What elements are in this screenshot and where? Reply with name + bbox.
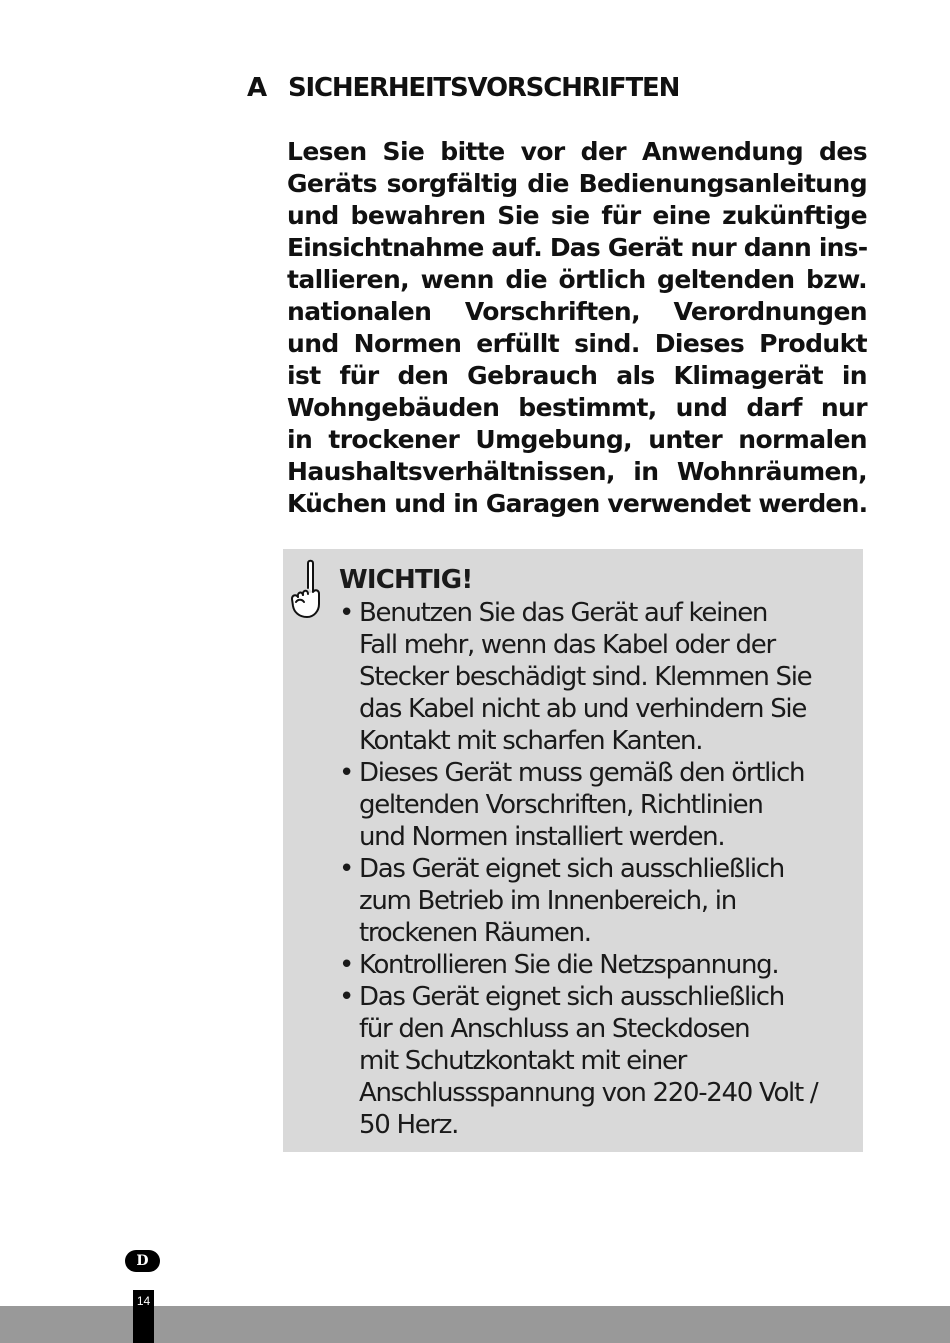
intro-line: Haushaltsverhältnissen, in Wohnräumen, <box>287 457 867 486</box>
intro-line: Küchen und in Garagen verwendet werden. <box>287 489 868 518</box>
list-item-line: 50 Herz. <box>359 1110 459 1140</box>
list-item-line: Fall mehr, wenn das Kabel oder der <box>359 630 775 660</box>
notice-title: WICHTIG! <box>339 565 473 595</box>
list-item-line: trockenen Räumen. <box>359 918 591 948</box>
bullet-icon: • <box>339 854 354 884</box>
list-item-line: Dieses Gerät muss gemäß den örtlich <box>359 758 805 788</box>
notice-list <box>339 597 849 1141</box>
list-item-line: Stecker beschädigt sind. Klemmen Sie <box>359 662 812 692</box>
list-item-line: und Normen installiert werden. <box>359 822 725 852</box>
list-item-line: Das Gerät eignet sich ausschließlich <box>359 982 784 1012</box>
section-heading <box>247 70 679 106</box>
list-item <box>339 853 849 949</box>
list-item-line: Anschlussspannung von 220-240 Volt / <box>359 1078 818 1108</box>
intro-line: nationalen Vorschriften, Verordnungen <box>287 297 867 326</box>
page-number: 14 <box>136 1294 151 1308</box>
section-title: SICHERHEITSVORSCHRIFTEN <box>288 73 680 103</box>
intro-paragraph <box>287 136 867 520</box>
intro-line: und bewahren Sie sie für eine zukünftige <box>287 201 867 230</box>
bullet-icon: • <box>339 950 354 980</box>
intro-line: und Normen erfüllt sind. Dieses Produkt <box>287 329 867 358</box>
list-item-line: für den Anschluss an Steckdosen <box>359 1014 750 1044</box>
intro-line: Lesen Sie bitte vor der Anwendung des <box>287 137 867 166</box>
intro-line: Einsichtnahme auf. Das Gerät nur dann ins- <box>287 233 868 262</box>
pointing-hand-icon <box>288 558 326 624</box>
list-item-line: Benutzen Sie das Gerät auf keinen <box>359 598 768 628</box>
list-item-line: geltenden Vorschriften, Richtlinien <box>359 790 763 820</box>
list-item <box>339 949 849 981</box>
language-badge: D <box>125 1250 160 1272</box>
intro-line: in trockener Umgebung, unter normalen <box>287 425 867 454</box>
list-item-line: Kontakt mit scharfen Kanten. <box>359 726 703 756</box>
list-item-line: zum Betrieb im Innenbereich, in <box>359 886 736 916</box>
list-item-line: Das Gerät eignet sich ausschließlich <box>359 854 784 884</box>
list-item-line: Kontrollieren Sie die Netzspannung. <box>359 950 779 980</box>
list-item-line: mit Schutzkontakt mit einer <box>359 1046 687 1076</box>
bullet-icon: • <box>339 758 354 788</box>
intro-line: Wohngebäuden bestimmt, und darf nur <box>287 393 867 422</box>
intro-line: tallieren, wenn die örtlich geltenden bzw. <box>287 265 867 294</box>
bullet-icon: • <box>339 598 354 628</box>
list-item-line: das Kabel nicht ab und verhindern Sie <box>359 694 807 724</box>
list-item <box>339 597 849 757</box>
intro-line: Geräts sorgfältig die Bedienungsanleitung <box>287 169 867 198</box>
bullet-icon: • <box>339 982 354 1012</box>
section-letter: A <box>247 73 266 103</box>
list-item <box>339 981 849 1141</box>
list-item <box>339 757 849 853</box>
intro-line: ist für den Gebrauch als Klimagerät in <box>287 361 867 390</box>
